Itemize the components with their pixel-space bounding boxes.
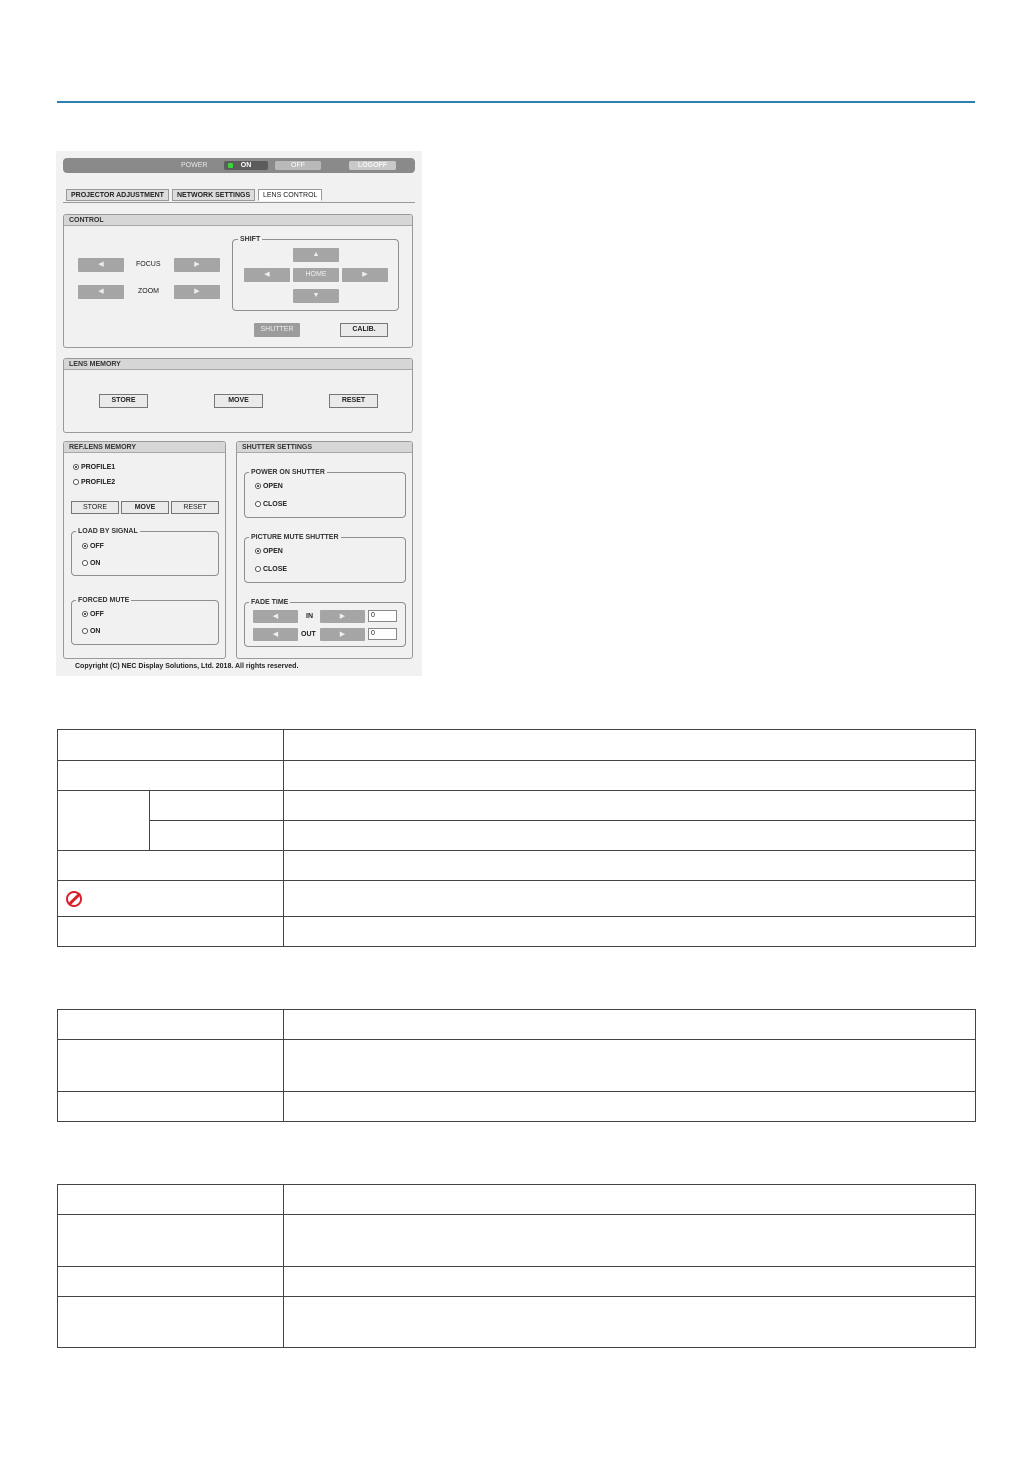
table-cell xyxy=(284,1092,976,1122)
radio-selected-icon xyxy=(73,464,79,470)
power-on-label: ON xyxy=(240,162,252,169)
profile1-radio[interactable] xyxy=(73,464,115,471)
mute-on-label: ON xyxy=(89,628,101,635)
table-row xyxy=(58,1040,976,1092)
lens-memory-panel xyxy=(63,358,413,433)
power-label: POWER xyxy=(181,162,208,169)
shift-right-button[interactable]: ▶ xyxy=(342,268,388,282)
prohibit-icon xyxy=(66,891,82,907)
table-cell xyxy=(58,1297,284,1348)
zoom-right-button[interactable]: ▶ xyxy=(174,285,220,299)
shift-up-button[interactable]: ▲ xyxy=(293,248,339,262)
table-3 xyxy=(57,1184,976,1348)
zoom-label: ZOOM xyxy=(138,288,159,295)
table-cell xyxy=(284,1267,976,1297)
table-cell xyxy=(58,851,284,881)
power-on-shutter-label: POWER ON SHUTTER xyxy=(251,469,325,476)
mute-off-label: OFF xyxy=(89,611,104,618)
open-label: OPEN xyxy=(262,548,283,555)
control-panel xyxy=(63,214,413,348)
forced-mute-group xyxy=(71,600,219,645)
close-label: CLOSE xyxy=(262,501,288,508)
focus-label: FOCUS xyxy=(136,261,161,268)
power-on-shutter-group xyxy=(244,472,406,518)
fade-in-left-button[interactable]: ◀ xyxy=(253,610,298,623)
calib-button[interactable]: CALIB. xyxy=(340,323,388,337)
picture-mute-close-radio[interactable] xyxy=(255,566,287,573)
header-rule xyxy=(57,101,975,103)
table-cell xyxy=(58,1092,284,1122)
power-on-open-radio[interactable] xyxy=(255,483,283,490)
table-cell xyxy=(58,791,150,851)
load-on-label: ON xyxy=(89,560,101,567)
fade-in-right-button[interactable]: ▶ xyxy=(320,610,365,623)
table-cell xyxy=(58,881,284,917)
fade-out-input[interactable]: 0 xyxy=(368,628,397,640)
fade-time-label: FADE TIME xyxy=(251,599,289,606)
shutter-settings-title: SHUTTER SETTINGS xyxy=(237,442,412,453)
tab-lens-control[interactable]: LENS CONTROL xyxy=(258,189,322,201)
radio-unselected-icon xyxy=(73,479,79,485)
focus-right-button[interactable]: ▶ xyxy=(174,258,220,272)
ref-move-button[interactable]: MOVE xyxy=(121,501,169,514)
table-cell xyxy=(58,1040,284,1092)
load-by-signal-group xyxy=(71,531,219,576)
power-off-button[interactable]: OFF xyxy=(275,161,321,170)
forced-mute-label: FORCED MUTE xyxy=(78,597,130,604)
table-cell xyxy=(58,1267,284,1297)
fade-in-label: IN xyxy=(306,613,313,620)
table-row xyxy=(58,761,976,791)
table-cell xyxy=(284,1010,976,1040)
radio-selected-icon xyxy=(255,483,261,489)
ref-reset-button[interactable]: RESET xyxy=(171,501,219,514)
table-cell xyxy=(150,791,284,821)
load-by-signal-on-radio[interactable] xyxy=(82,560,100,567)
table-cell xyxy=(58,917,284,947)
load-by-signal-label: LOAD BY SIGNAL xyxy=(78,528,138,535)
table-row xyxy=(58,1267,976,1297)
ref-lens-memory-title: REF.LENS MEMORY xyxy=(64,442,225,453)
table-row xyxy=(58,1215,976,1267)
lens-memory-reset-button[interactable]: RESET xyxy=(329,394,378,408)
table-cell xyxy=(284,1040,976,1092)
close-label: CLOSE xyxy=(262,566,288,573)
lens-control-screenshot xyxy=(56,151,422,676)
table-cell xyxy=(284,881,976,917)
table-cell xyxy=(58,1010,284,1040)
table-cell xyxy=(284,791,976,821)
radio-unselected-icon xyxy=(82,628,88,634)
control-title: CONTROL xyxy=(64,215,412,226)
profile1-label: PROFILE1 xyxy=(80,464,116,471)
open-label: OPEN xyxy=(262,483,283,490)
table-cell xyxy=(58,730,284,761)
logoff-button[interactable]: LOGOFF xyxy=(349,161,396,170)
power-led-icon xyxy=(228,163,233,168)
shutter-settings-panel xyxy=(236,441,413,659)
fade-out-left-button[interactable]: ◀ xyxy=(253,628,298,641)
fade-out-label: OUT xyxy=(301,631,316,638)
table-cell xyxy=(284,1185,976,1215)
table-cell xyxy=(284,1297,976,1348)
copyright-text: Copyright (C) NEC Display Solutions, Ltd. 2018. All rights reserved. xyxy=(75,663,299,670)
focus-left-button[interactable]: ◀ xyxy=(78,258,124,272)
table-row xyxy=(58,1297,976,1348)
load-by-signal-off-radio[interactable] xyxy=(82,543,104,550)
table-row xyxy=(58,917,976,947)
lens-memory-title: LENS MEMORY xyxy=(64,359,412,370)
table-row xyxy=(58,730,976,761)
table-row xyxy=(58,1185,976,1215)
radio-selected-icon xyxy=(82,543,88,549)
lens-memory-move-button[interactable]: MOVE xyxy=(214,394,263,408)
shift-label: SHIFT xyxy=(240,236,261,243)
shift-left-button[interactable]: ◀ xyxy=(244,268,290,282)
ref-lens-memory-panel xyxy=(63,441,226,659)
radio-unselected-icon xyxy=(255,501,261,507)
table-1 xyxy=(57,729,976,947)
tab-projector-adjustment[interactable]: PROJECTOR ADJUSTMENT xyxy=(66,189,169,201)
table-cell xyxy=(150,821,284,851)
profile2-radio[interactable] xyxy=(73,479,115,486)
forced-mute-on-radio[interactable] xyxy=(82,628,100,635)
tab-network-settings[interactable]: NETWORK SETTINGS xyxy=(172,189,255,201)
table-cell xyxy=(284,730,976,761)
load-off-label: OFF xyxy=(89,543,104,550)
table-row xyxy=(58,851,976,881)
zoom-left-button[interactable]: ◀ xyxy=(78,285,124,299)
table-cell xyxy=(58,1185,284,1215)
table-cell xyxy=(284,761,976,791)
fade-in-input[interactable]: 0 xyxy=(368,610,397,622)
shift-down-button[interactable]: ▼ xyxy=(293,289,339,303)
picture-mute-shutter-label: PICTURE MUTE SHUTTER xyxy=(251,534,339,541)
table-row xyxy=(58,1010,976,1040)
ref-store-button[interactable]: STORE xyxy=(71,501,119,514)
table-2 xyxy=(57,1009,976,1122)
power-on-close-radio[interactable] xyxy=(255,501,287,508)
power-on-button[interactable] xyxy=(224,161,268,170)
table-row xyxy=(58,821,976,851)
lens-memory-store-button[interactable]: STORE xyxy=(99,394,148,408)
table-cell xyxy=(284,1215,976,1267)
table-cell xyxy=(284,851,976,881)
table-cell xyxy=(58,761,284,791)
picture-mute-shutter-group xyxy=(244,537,406,583)
table-row xyxy=(58,791,976,821)
radio-unselected-icon xyxy=(82,560,88,566)
tab-underline xyxy=(63,202,415,203)
table-cell xyxy=(284,917,976,947)
shift-home-button[interactable]: HOME xyxy=(293,268,339,282)
shutter-button[interactable]: SHUTTER xyxy=(254,323,300,337)
table-row xyxy=(58,881,976,917)
radio-unselected-icon xyxy=(255,566,261,572)
table-cell xyxy=(284,821,976,851)
profile2-label: PROFILE2 xyxy=(80,479,116,486)
picture-mute-open-radio[interactable] xyxy=(255,548,283,555)
radio-selected-icon xyxy=(255,548,261,554)
radio-selected-icon xyxy=(82,611,88,617)
forced-mute-off-radio[interactable] xyxy=(82,611,104,618)
table-cell xyxy=(58,1215,284,1267)
table-row xyxy=(58,1092,976,1122)
fade-out-right-button[interactable]: ▶ xyxy=(320,628,365,641)
